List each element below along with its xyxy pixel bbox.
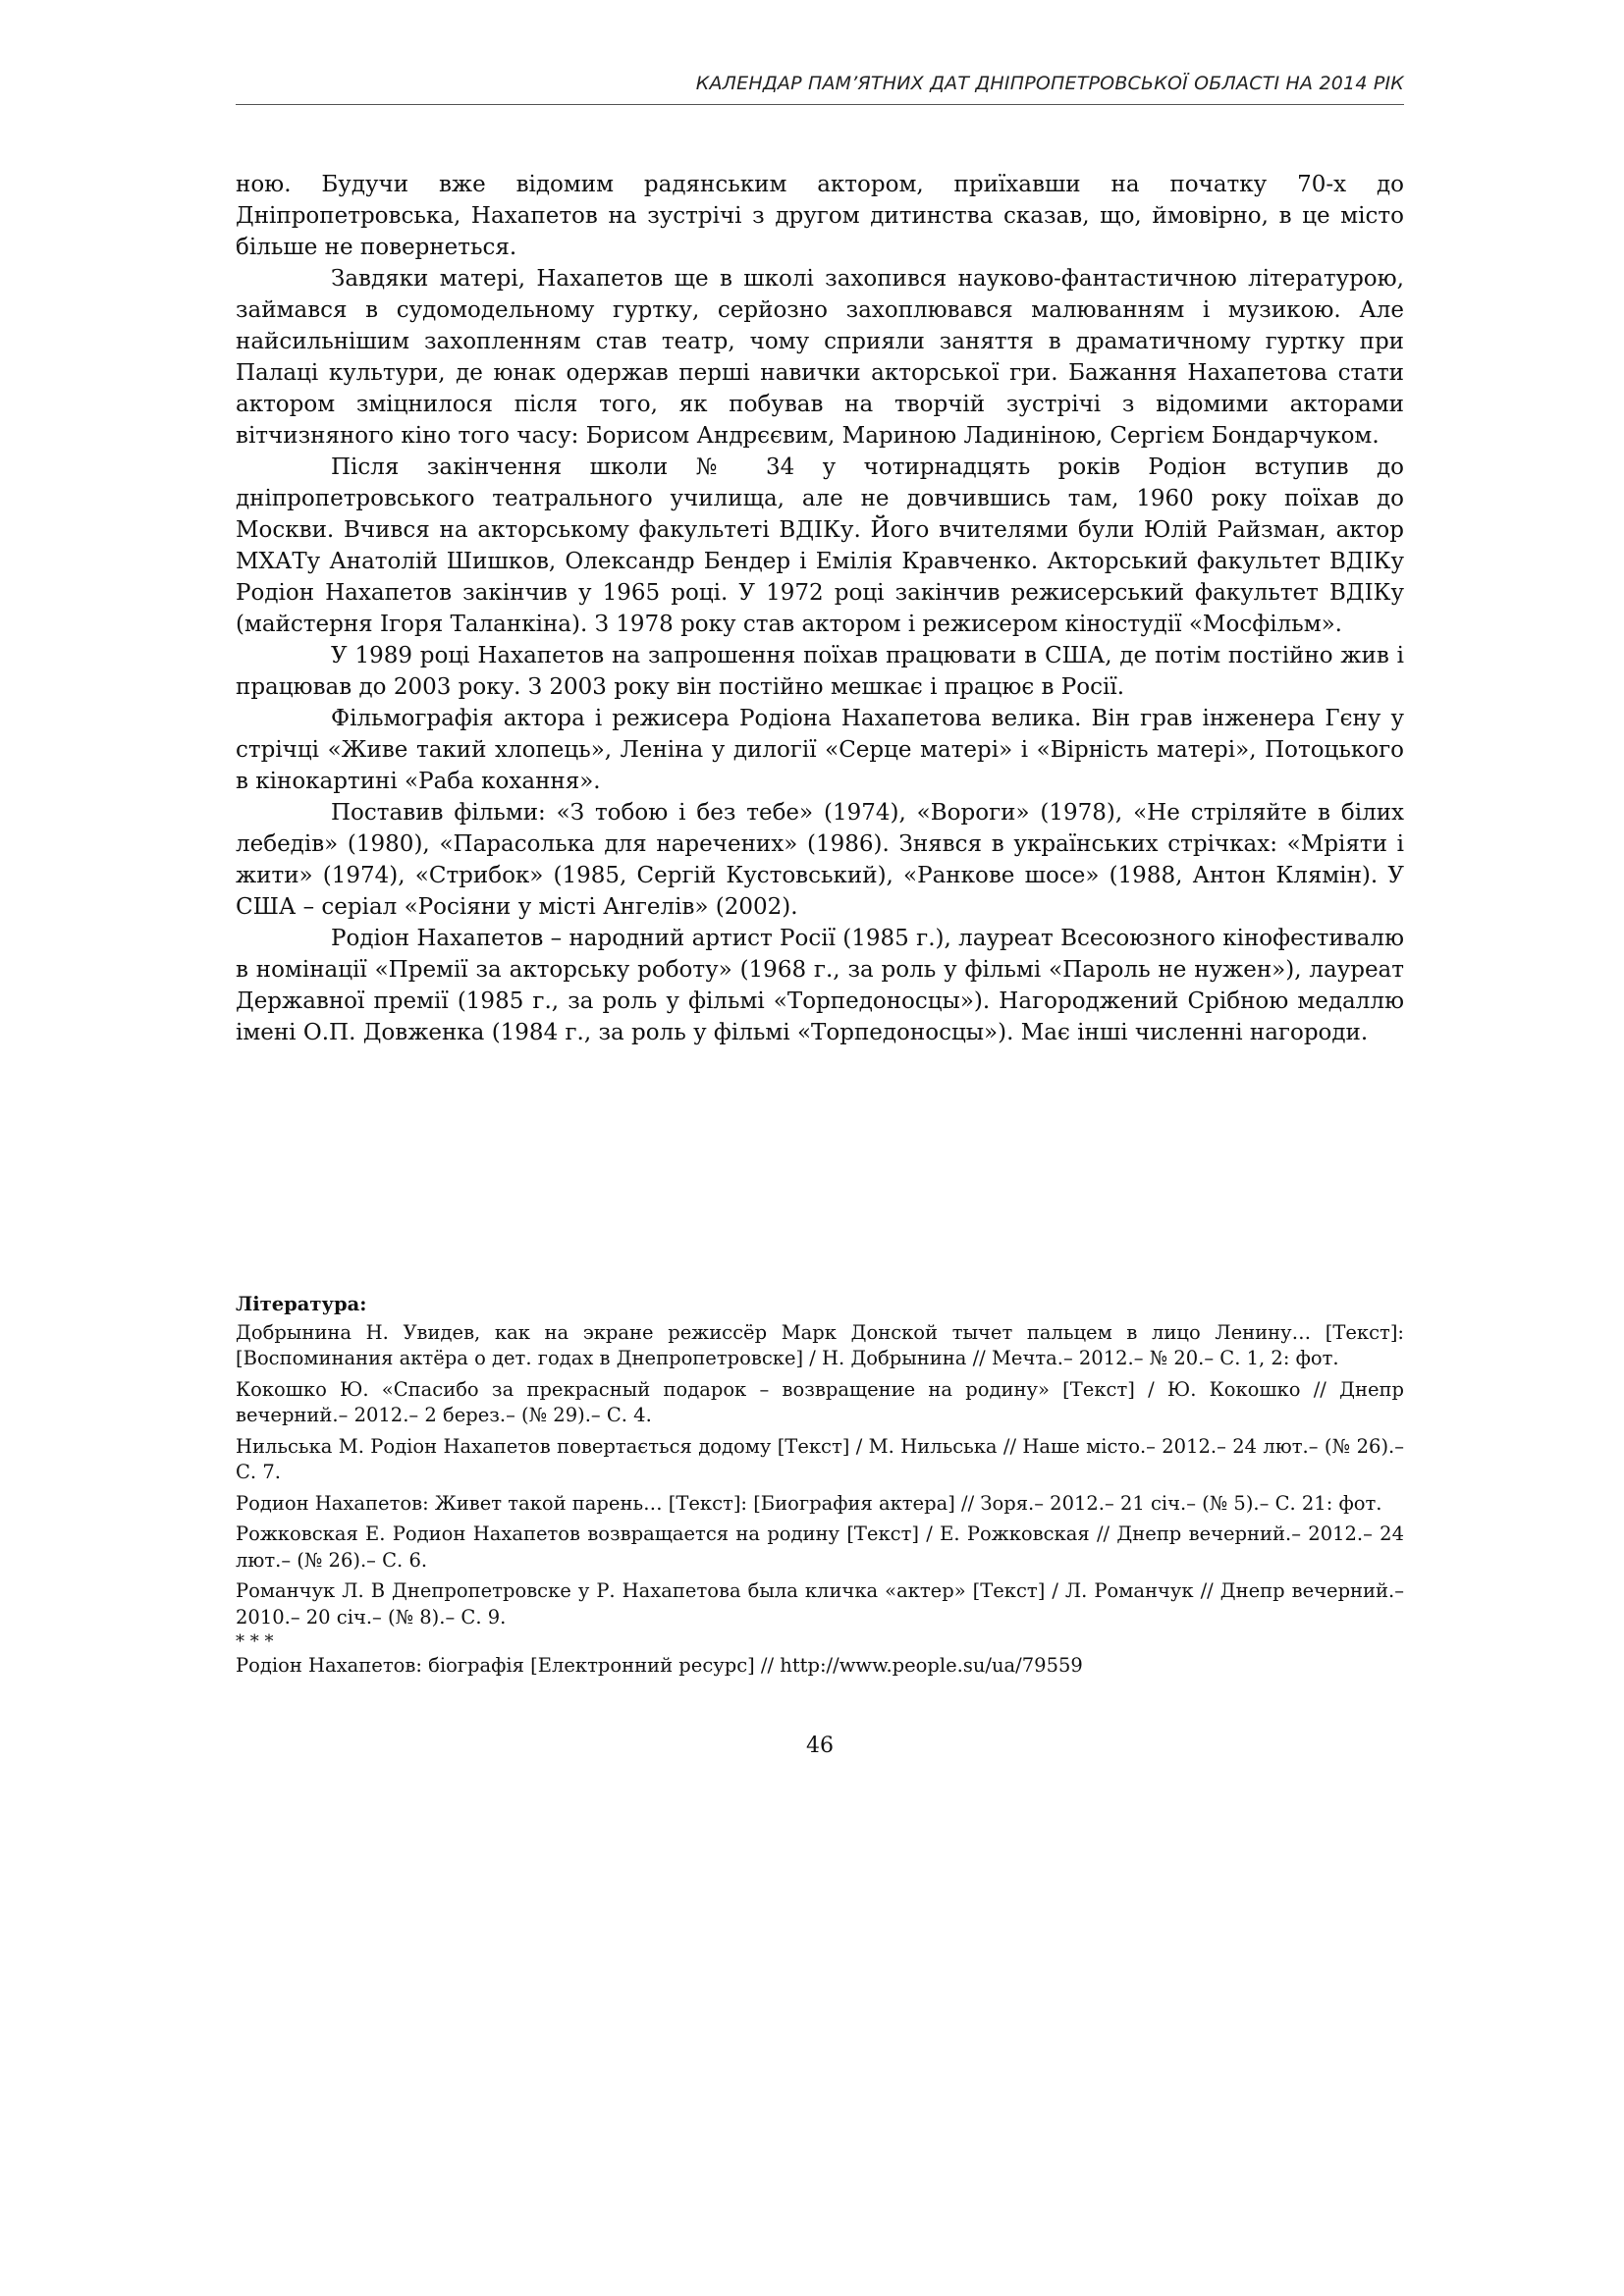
header-divider — [236, 104, 1404, 105]
literature-entry: Родион Нахапетов: Живет такой парень… [Текст]: [Биография актера] // Зоря.– 2012.– 21 січ.– (№ 5).– С. 21: фот. — [236, 1491, 1382, 1515]
literature-section — [236, 1292, 1404, 1680]
literature-entry: Романчук Л. В Днепропетровске у Р. Нахапетова была кличка «актер» [Текст] / Л. Романчук // Днепр вечерний.– 2010.– 20 січ.– (№ 8).– С. 9. — [236, 1579, 1404, 1629]
body-paragraph: У 1989 році Нахапетов на запрошення поїхав працювати в США, де потім постійно жив і працював до 2003 року. З 2003 року він постійно мешкає і працює в Росії. — [236, 643, 1404, 700]
literature-entry: Рожковская Е. Родион Нахапетов возвращается на родину [Текст] / Е. Рожковская // Днепр вечерний.– 2012.– 24 лют.– (№ 26).– С. 6. — [236, 1522, 1404, 1572]
section-separator: * * * — [236, 1631, 274, 1652]
body-paragraph: Родіон Нахапетов – народний артист Росії (1985 г.), лауреат Всесоюзного кінофестивалю в номінації «Премії за акторську роботу» (1968 г., за роль у фільмі «Пароль не нужен»), лауреат Державної премії (1985 г., за роль у фільмі «Торпедоносцы»). Нагороджений Срібною медаллю імені О.П. Довженка (1984 г., за роль у фільмі «Торпедоносцы»). Має інші численні нагороди. — [236, 926, 1404, 1045]
article-body — [236, 169, 1404, 1048]
literature-entry: Добрынина Н. Увидев, как на экране режиссёр Марк Донской тычет пальцем в лицо Ленину… [Текст]: [Воспоминания актёра о дет. годах в Днепропетровске] / Н. Добрынина // Мечта.– 2012.– № 20.– С. 1, 2: фот. — [236, 1320, 1404, 1369]
running-header: КАЛЕНДАР ПАМ’ЯТНИХ ДАТ ДНІПРОПЕТРОВСЬКОЇ ОБЛАСТІ НА 2014 РІК — [695, 73, 1404, 94]
body-paragraph: Завдяки матері, Нахапетов ще в школі захопився науково-фантастичною літературою, займався в судомодельному гуртку, серйозно захоплювався малюванням і музикою. Але найсильнішим захопленням став театр, чому сприяли заняття в драматичному гуртку при Палаці культури, де юнак одержав перші навички акторської гри. Бажання Нахапетова стати актором зміцнилося після того, як побував на творчій зустрічі з відомими акторами вітчизняного кіно того часу: Борисом Андрєєвим, Мариною Ладиніною, Сергієм Бондарчуком. — [236, 266, 1404, 449]
literature-entry: Нильська М. Родіон Нахапетов повертається додому [Текст] / М. Нильська // Наше місто.– 2012.– 24 лют.– (№ 26).– С. 7. — [236, 1434, 1404, 1483]
online-source: Родіон Нахапетов: біографія [Електронний ресурс] // http://www.people.su/ua/79559 — [236, 1654, 1083, 1677]
page-number: 46 — [806, 1734, 834, 1758]
body-paragraph: ною. Будучи вже відомим радянським актором, приїхавши на початку 70-х до Дніпропетровська, Нахапетов на зустрічі з другом дитинства сказав, що, ймовірно, в це місто більше не повернеться. — [236, 172, 1404, 260]
body-paragraph: Поставив фільми: «З тобою і без тебе» (1974), «Вороги» (1978), «Не стріляйте в білих лебедів» (1980), «Парасолька для наречених» (1986). Знявся в українських стрічках: «Мріяти і жити» (1974), «Стрибок» (1985, Сергій Кустовський), «Ранкове шосе» (1988, Антон Клямін). У США – серіал «Росіяни у місті Ангелів» (2002). — [236, 800, 1404, 920]
body-paragraph: Фільмографія актора і режисера Родіона Нахапетова велика. Він грав інженера Гєну у стрічці «Живе такий хлопець», Леніна у дилогії «Серце матері» і «Вірність матері», Потоцького в кінокартині «Раба кохання». — [236, 706, 1404, 794]
body-paragraph: Після закінчення школи № 34 у чотирнадцять років Родіон вступив до дніпропетровського театрального училища, але не довчившись там, 1960 року поїхав до Москви. Вчився на акторському факультеті ВДІКу. Його вчителями були Юлій Райзман, актор МХАТу Анатолій Шишков, Олександр Бендер і Емілія Кравченко. Акторський факультет ВДІКу Родіон Нахапетов закінчив у 1965 році. У 1972 році закінчив режисерський факультет ВДІКу (майстерня Ігоря Таланкіна). З 1978 року став актором і режисером кіностудії «Мосфільм». — [236, 454, 1404, 637]
literature-heading: Література: — [236, 1293, 367, 1315]
literature-entry: Кокошко Ю. «Спасибо за прекрасный подарок – возвращение на родину» [Текст] / Ю. Кокошко // Днепр вечерний.– 2012.– 2 берез.– (№ 29).– С. 4. — [236, 1377, 1404, 1426]
